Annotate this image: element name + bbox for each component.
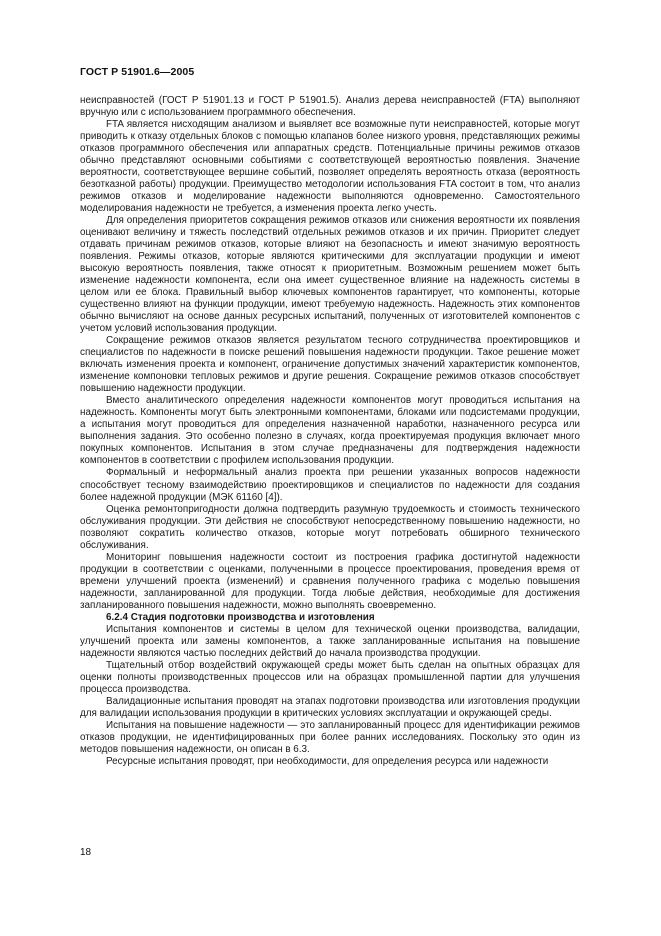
paragraph: Тщательный отбор воздействий окружающей среды может быть сделан на опытных образцах для оценки полноты производственных процессов или на образцах промышленной партии для улучшения процесса производства. xyxy=(80,659,580,695)
document-header: ГОСТ Р 51901.6—2005 xyxy=(80,66,195,78)
paragraph: Ресурсные испытания проводят, при необходимости, для определения ресурса или надежности xyxy=(106,755,549,767)
page-number: 18 xyxy=(80,847,92,858)
paragraph: неисправностей (ГОСТ Р 51901.13 и ГОСТ Р 51901.5). Анализ дерева неисправностей (FTA) выполняют вручную или с использованием программного обеспечения. xyxy=(80,95,580,119)
paragraph: Испытания на повышение надежности — это запланированный процесс для идентификации режимов отказов продукции, не идентифицированных при более ранних исследованиях. Поскольку это один из методов повышения надежности, он описан в 6.3. xyxy=(80,719,580,755)
paragraph: Испытания компонентов и системы в целом для технической оценки производства, валидации, улучшений проекта или замены компонентов, а также запланированные испытания на повышение надежности являются частью последних действий до начала производства продукции. xyxy=(80,623,580,659)
section-heading: 6.2.4 Стадия подготовки производства и изготовления xyxy=(106,611,375,623)
paragraph: Для определения приоритетов сокращения режимов отказов или снижения вероятности их появления оценивают величину и тяжесть последствий отдельных режимов отказов и их причин. Приоритет следует отдавать причинам режимов отказов, которые влияют на безопасность и имеют значимую вероятность появления. Режимы отказов, которые являются критическими для эксплуатации продукции и имеют высокую вероятность появления, также относят к приоритетным. Возможным решением может быть изменение надежности компонента, если она имеет существенное влияние на надежность системы в целом или ее блока. Правильный выбор ключевых компонентов гарантирует, что компоненты, которые существенно влияют на функции продукции, имеют требуемую надежность. Надежность этих компонентов обычно вычисляют на основе данных ресурсных испытаний, полученных от изготовителей компонентов с учетом условий использования продукции. xyxy=(80,215,580,335)
paragraph: FTA является нисходящим анализом и выявляет все возможные пути неисправностей, которые могут приводить к отказу отдельных блоков с помощью клапанов более низкого уровня, представляющих режимы отказов программного обеспечения или аппаратных средств. Потенциальные причины режимов отказов обычно представляют основными событиями с соответствующей вероятностью появления. Значение вероятности, соответствующее вершине событий, позволяет определять вероятность отказа (вероятность безотказной работы) продукции. Преимущество методологии использования FTA состоит в том, что анализ режимов отказов и моделирование надежности выполняются одновременно. Самостоятельного моделирования надежности не требуется, а изменения проекта легко учесть. xyxy=(80,119,580,215)
paragraph: Сокращение режимов отказов является результатом тесного сотрудничества проектировщиков и специалистов по надежности в поиске решений повышения надежности продукции. Такое решение может включать изменения проекта и компонент, ограничение допустимых значений характеристик компонентов, изменение компоновки тепловых режимов и другие решения. Сокращение режимов отказов способствует повышению надежности продукции. xyxy=(80,335,580,395)
paragraph: Мониторинг повышения надежности состоит из построения графика достигнутой надежности продукции в соответствии с оценками, полученными в процессе проектирования, проведения время от времени улучшений проекта (изменений) и сравнения полученного графика с моделью повышения надежности, запланированной для продукции. Тогда любые действия, необходимые для достижения запланированного повышения надежности, можно выполнять своевременно. xyxy=(80,551,580,611)
paragraph: Оценка ремонтопригодности должна подтвердить разумную трудоемкость и стоимость технического обслуживания продукции. Эти действия не способствуют непосредственному повышению надежности, но позволяют сократить количество отказов, которые могут потребовать обширного технического обслуживания. xyxy=(80,503,580,551)
document-body xyxy=(80,95,580,768)
paragraph: Валидационные испытания проводят на этапах подготовки производства или изготовления продукции для валидации использования продукции в критических условиях эксплуатации и окружающей среды. xyxy=(80,695,580,719)
paragraph: Вместо аналитического определения надежности компонентов могут проводиться испытания на надежность. Компоненты могут быть электронными компонентами, блоками или подсистемами продукции, а испытания могут проводиться для определения назначенной наработки, назначенного ресурса или выполнения задания. Это особенно полезно в случаях, когда проектируемая продукция включает много покупных компонентов. Испытания в этом случае предназначены для подтверждения надежности компонентов в соответствии с профилем использования продукции. xyxy=(80,395,580,467)
paragraph: Формальный и неформальный анализ проекта при решении указанных вопросов надежности способствует тесному взаимодействию проектировщиков и специалистов по надежности для создания более надежной продукции (МЭК 61160 [4]). xyxy=(80,467,580,503)
